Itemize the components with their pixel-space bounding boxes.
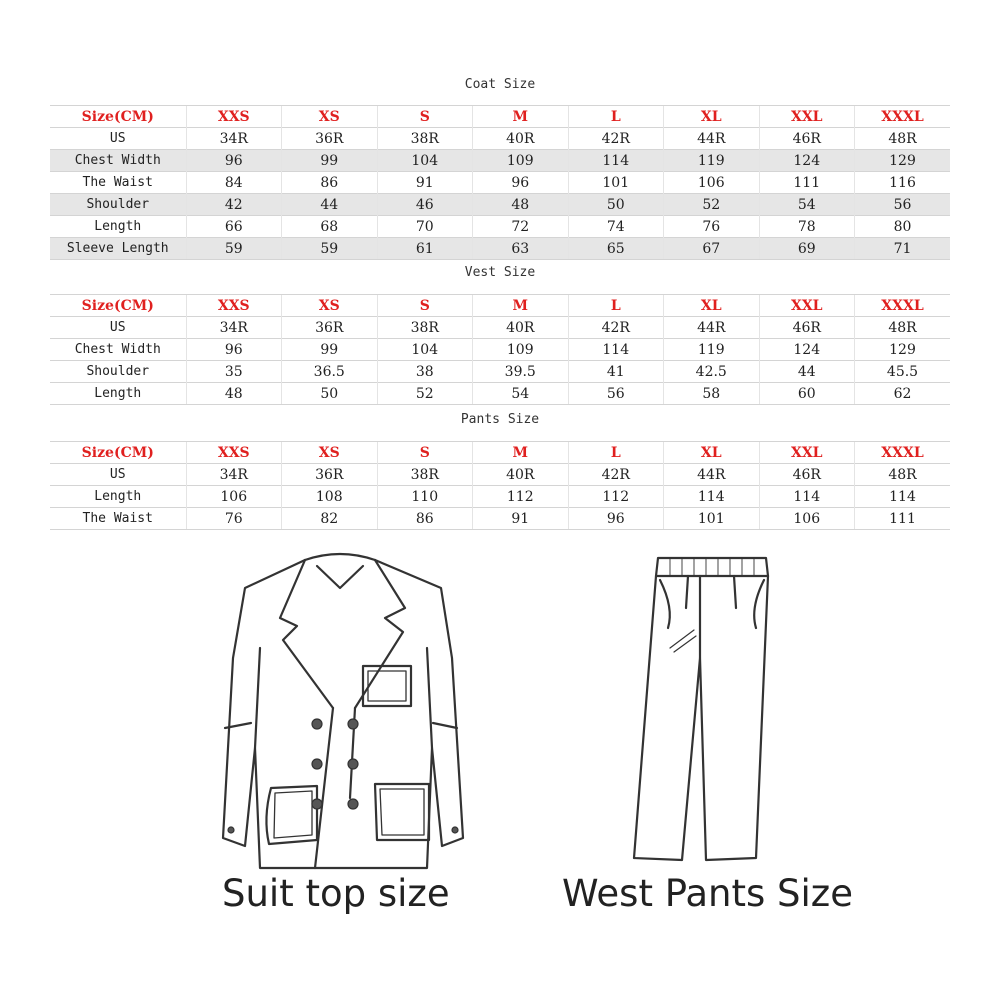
size-column-header: XXS [186, 442, 282, 464]
table-cell: 80 [855, 216, 951, 238]
size-column-header: XXL [759, 295, 855, 317]
table-cell: 91 [473, 508, 569, 530]
table-cell: 70 [377, 216, 473, 238]
table-cell: 96 [568, 508, 664, 530]
table-cell: 48R [855, 128, 951, 150]
pants-size-table [50, 441, 950, 530]
table-cell: 44 [282, 194, 378, 216]
table-cell: 48 [186, 383, 282, 405]
table-cell: 38R [377, 464, 473, 486]
table-cell: 48R [855, 317, 951, 339]
suit-jacket-illustration [205, 548, 475, 878]
size-unit-header: Size(CM) [50, 295, 186, 317]
table-cell: 116 [855, 172, 951, 194]
size-column-header: M [473, 442, 569, 464]
table-cell: 124 [759, 339, 855, 361]
pants-size-title: Pants Size [460, 412, 540, 427]
size-column-header: S [377, 295, 473, 317]
suit-top-caption: Suit top size [222, 872, 450, 915]
table-row [50, 194, 950, 216]
table-row [50, 150, 950, 172]
table-cell: 40R [473, 128, 569, 150]
table-cell: 60 [759, 383, 855, 405]
table-cell: 42 [186, 194, 282, 216]
row-label: Chest Width [50, 150, 186, 172]
size-column-header: XXS [186, 295, 282, 317]
table-cell: 65 [568, 238, 664, 260]
size-column-header: XXL [759, 106, 855, 128]
table-cell: 39.5 [473, 361, 569, 383]
row-label: Length [50, 216, 186, 238]
table-cell: 50 [282, 383, 378, 405]
table-cell: 56 [855, 194, 951, 216]
table-row [50, 128, 950, 150]
table-cell: 59 [186, 238, 282, 260]
table-cell: 111 [855, 508, 951, 530]
table-cell: 69 [759, 238, 855, 260]
table-cell: 36.5 [282, 361, 378, 383]
size-column-header: XS [282, 442, 378, 464]
table-cell: 78 [759, 216, 855, 238]
size-column-header: XXXL [855, 106, 951, 128]
table-cell: 91 [377, 172, 473, 194]
table-cell: 109 [473, 150, 569, 172]
table-cell: 96 [186, 339, 282, 361]
table-cell: 104 [377, 339, 473, 361]
table-row [50, 238, 950, 260]
table-cell: 119 [664, 150, 760, 172]
table-cell: 35 [186, 361, 282, 383]
coat-size-title: Coat Size [464, 77, 536, 92]
table-row [50, 486, 950, 508]
size-column-header: XS [282, 295, 378, 317]
west-pants-caption: West Pants Size [562, 872, 853, 915]
table-cell: 38R [377, 128, 473, 150]
table-cell: 112 [568, 486, 664, 508]
table-cell: 54 [759, 194, 855, 216]
table-cell: 114 [855, 486, 951, 508]
table-cell: 86 [282, 172, 378, 194]
row-label: US [50, 317, 186, 339]
table-cell: 106 [186, 486, 282, 508]
table-cell: 76 [186, 508, 282, 530]
table-row [50, 339, 950, 361]
table-cell: 112 [473, 486, 569, 508]
table-cell: 40R [473, 464, 569, 486]
table-cell: 101 [664, 508, 760, 530]
table-cell: 96 [186, 150, 282, 172]
table-cell: 38R [377, 317, 473, 339]
table-cell: 114 [568, 339, 664, 361]
size-column-header: L [568, 106, 664, 128]
size-column-header: XL [664, 106, 760, 128]
table-cell: 42R [568, 317, 664, 339]
table-cell: 71 [855, 238, 951, 260]
table-cell: 63 [473, 238, 569, 260]
table-cell: 36R [282, 464, 378, 486]
table-cell: 45.5 [855, 361, 951, 383]
table-cell: 34R [186, 317, 282, 339]
table-cell: 44R [664, 317, 760, 339]
table-cell: 114 [664, 486, 760, 508]
table-cell: 36R [282, 317, 378, 339]
table-cell: 59 [282, 238, 378, 260]
table-cell: 96 [473, 172, 569, 194]
table-cell: 110 [377, 486, 473, 508]
table-cell: 66 [186, 216, 282, 238]
row-label: US [50, 464, 186, 486]
size-header-row [50, 106, 950, 128]
table-cell: 114 [568, 150, 664, 172]
table-cell: 106 [759, 508, 855, 530]
table-cell: 68 [282, 216, 378, 238]
table-cell: 119 [664, 339, 760, 361]
table-cell: 74 [568, 216, 664, 238]
size-unit-header: Size(CM) [50, 106, 186, 128]
table-cell: 40R [473, 317, 569, 339]
table-cell: 84 [186, 172, 282, 194]
table-cell: 42R [568, 464, 664, 486]
coat-size-table [50, 105, 950, 260]
size-column-header: L [568, 442, 664, 464]
vest-size-title: Vest Size [464, 265, 536, 280]
table-cell: 52 [664, 194, 760, 216]
table-cell: 36R [282, 128, 378, 150]
table-cell: 42.5 [664, 361, 760, 383]
table-cell: 104 [377, 150, 473, 172]
table-cell: 34R [186, 464, 282, 486]
table-cell: 46R [759, 317, 855, 339]
table-cell: 50 [568, 194, 664, 216]
table-cell: 48 [473, 194, 569, 216]
table-cell: 106 [664, 172, 760, 194]
table-cell: 114 [759, 486, 855, 508]
row-label: Shoulder [50, 194, 186, 216]
table-row [50, 172, 950, 194]
size-column-header: L [568, 295, 664, 317]
row-label: Length [50, 383, 186, 405]
table-cell: 76 [664, 216, 760, 238]
vest-size-table [50, 294, 950, 405]
table-cell: 42R [568, 128, 664, 150]
table-cell: 41 [568, 361, 664, 383]
table-cell: 124 [759, 150, 855, 172]
table-cell: 52 [377, 383, 473, 405]
table-cell: 38 [377, 361, 473, 383]
size-header-row [50, 295, 950, 317]
table-row [50, 361, 950, 383]
table-cell: 99 [282, 339, 378, 361]
table-cell: 56 [568, 383, 664, 405]
table-cell: 101 [568, 172, 664, 194]
table-cell: 58 [664, 383, 760, 405]
row-label: The Waist [50, 172, 186, 194]
row-label: Chest Width [50, 339, 186, 361]
row-label: Length [50, 486, 186, 508]
table-cell: 34R [186, 128, 282, 150]
size-unit-header: Size(CM) [50, 442, 186, 464]
table-cell: 61 [377, 238, 473, 260]
size-column-header: S [377, 442, 473, 464]
size-column-header: XXXL [855, 295, 951, 317]
size-column-header: XXS [186, 106, 282, 128]
table-cell: 44 [759, 361, 855, 383]
size-column-header: XL [664, 442, 760, 464]
table-cell: 109 [473, 339, 569, 361]
size-column-header: M [473, 106, 569, 128]
size-header-row [50, 442, 950, 464]
row-label: Sleeve Length [50, 238, 186, 260]
row-label: US [50, 128, 186, 150]
table-cell: 46 [377, 194, 473, 216]
size-column-header: XL [664, 295, 760, 317]
table-row [50, 216, 950, 238]
table-cell: 99 [282, 150, 378, 172]
size-column-header: XS [282, 106, 378, 128]
table-cell: 108 [282, 486, 378, 508]
pants-illustration [630, 548, 780, 868]
table-cell: 82 [282, 508, 378, 530]
row-label: Shoulder [50, 361, 186, 383]
table-cell: 72 [473, 216, 569, 238]
table-cell: 129 [855, 339, 951, 361]
table-row [50, 508, 950, 530]
table-row [50, 383, 950, 405]
table-row [50, 317, 950, 339]
table-cell: 129 [855, 150, 951, 172]
table-cell: 62 [855, 383, 951, 405]
size-column-header: S [377, 106, 473, 128]
table-cell: 86 [377, 508, 473, 530]
table-cell: 111 [759, 172, 855, 194]
table-cell: 48R [855, 464, 951, 486]
table-cell: 44R [664, 128, 760, 150]
table-cell: 67 [664, 238, 760, 260]
table-cell: 46R [759, 464, 855, 486]
size-column-header: XXL [759, 442, 855, 464]
table-cell: 54 [473, 383, 569, 405]
size-column-header: XXXL [855, 442, 951, 464]
row-label: The Waist [50, 508, 186, 530]
table-cell: 46R [759, 128, 855, 150]
table-cell: 44R [664, 464, 760, 486]
size-column-header: M [473, 295, 569, 317]
table-row [50, 464, 950, 486]
